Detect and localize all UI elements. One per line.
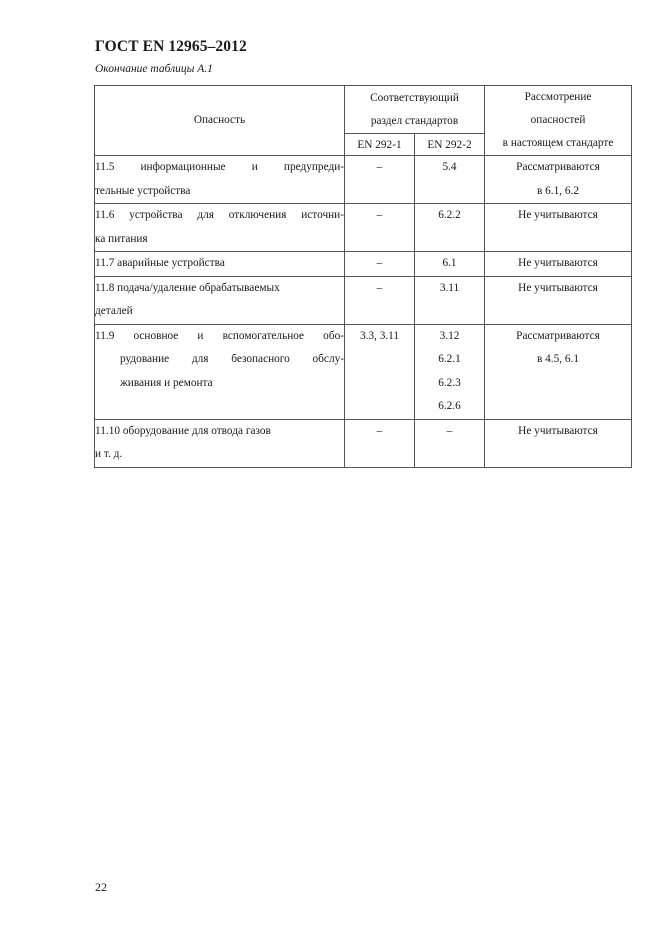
hazard-cell [95,204,345,252]
hazard-cell [95,156,345,204]
table-row [95,276,632,324]
hazard-text-line: живания и ремонта [120,376,213,389]
en292-2-value: 6.2.1 [438,353,461,365]
review-text-line: Не учитываются [518,257,598,269]
hazard-text-line: ка питания [95,232,148,245]
review-text-line: Не учитываются [518,209,598,221]
column-header-en292-2: EN 292-2 [415,134,485,156]
table-row [95,252,632,277]
en292-1-cell [345,252,415,277]
review-text-line: Не учитываются [518,281,598,294]
en292-1-value: – [376,281,383,294]
en292-1-value: – [376,424,383,437]
column-header-standards-line: раздел стандартов [370,114,459,127]
review-cell [485,419,632,467]
en292-2-value: 6.1 [442,257,457,269]
en292-2-value: 6.2.6 [438,400,461,412]
hazard-text-line: тельные устройства [95,184,191,197]
hazard-text-line: 11.10 оборудование для отвода газов [95,424,271,437]
page-number: 22 [95,880,107,894]
table-caption: Окончание таблицы А.1 [95,63,213,75]
hazard-cell [95,276,345,324]
hazard-cell [95,252,345,277]
column-header-hazard: Опасность [95,86,345,156]
column-header-review [485,86,632,156]
document-title: ГОСТ EN 12965–2012 [95,38,247,55]
column-header-en292-1: EN 292-1 [345,134,415,156]
hazard-text-line: 11.6 устройства для отключения источни- [95,209,344,221]
column-header-review-line: Рассмотрение [524,91,592,103]
hazard-text-line: 11.5 информационные и предупреди- [95,161,344,173]
en292-2-value: 6.2.2 [438,209,461,221]
en292-1-value: – [376,209,383,221]
en292-2-value: 6.2.3 [438,376,461,389]
review-text-line: Не учитываются [518,424,598,437]
review-text-line: Рассматриваются [516,161,600,173]
review-cell [485,324,632,419]
en292-1-cell [345,276,415,324]
review-cell [485,204,632,252]
hazard-cell [95,419,345,467]
table-row [95,419,632,467]
en292-2-value: 3.11 [439,281,460,294]
hazards-table [94,85,632,468]
hazard-text-line: 11.8 подача/удаление обрабатываемых [95,281,280,294]
en292-1-value: – [376,257,383,269]
column-header-review-line: в настоящем стандарте [502,137,614,149]
en292-2-value: 5.4 [442,161,457,173]
hazard-text-line: рудование для безопасного обслу- [120,353,344,365]
en292-1-value: 3.3, 3.11 [359,329,400,342]
hazard-text-line: и т. д. [95,448,123,460]
table-row [95,204,632,252]
en292-2-cell [415,252,485,277]
table-row [95,156,632,204]
review-text-line: в 6.1, 6.2 [536,184,580,197]
en292-1-cell [345,324,415,419]
hazard-text-line: деталей [95,305,133,317]
en292-2-value: 3.12 [439,329,460,342]
en292-2-cell [415,276,485,324]
review-cell [485,276,632,324]
column-header-standards-group [345,86,485,134]
review-text-line: в 4.5, 6.1 [536,353,580,365]
en292-2-cell [415,204,485,252]
review-text-line: Рассматриваются [516,329,600,342]
hazard-text-line: 11.9 основное и вспомогательное обо- [95,329,344,342]
hazard-text-line: 11.7 аварийные устройства [95,257,225,269]
table-row [95,324,632,419]
review-cell [485,156,632,204]
en292-2-cell [415,419,485,467]
hazard-cell [95,324,345,419]
en292-1-value: – [376,161,383,173]
en292-1-cell [345,204,415,252]
column-header-review-line: опасностей [530,114,586,126]
en292-1-cell [345,419,415,467]
en292-2-value: – [446,424,453,437]
en292-2-cell [415,156,485,204]
review-cell [485,252,632,277]
en292-2-cell [415,324,485,419]
en292-1-cell [345,156,415,204]
column-header-standards-line: Соответствующий [370,91,459,104]
